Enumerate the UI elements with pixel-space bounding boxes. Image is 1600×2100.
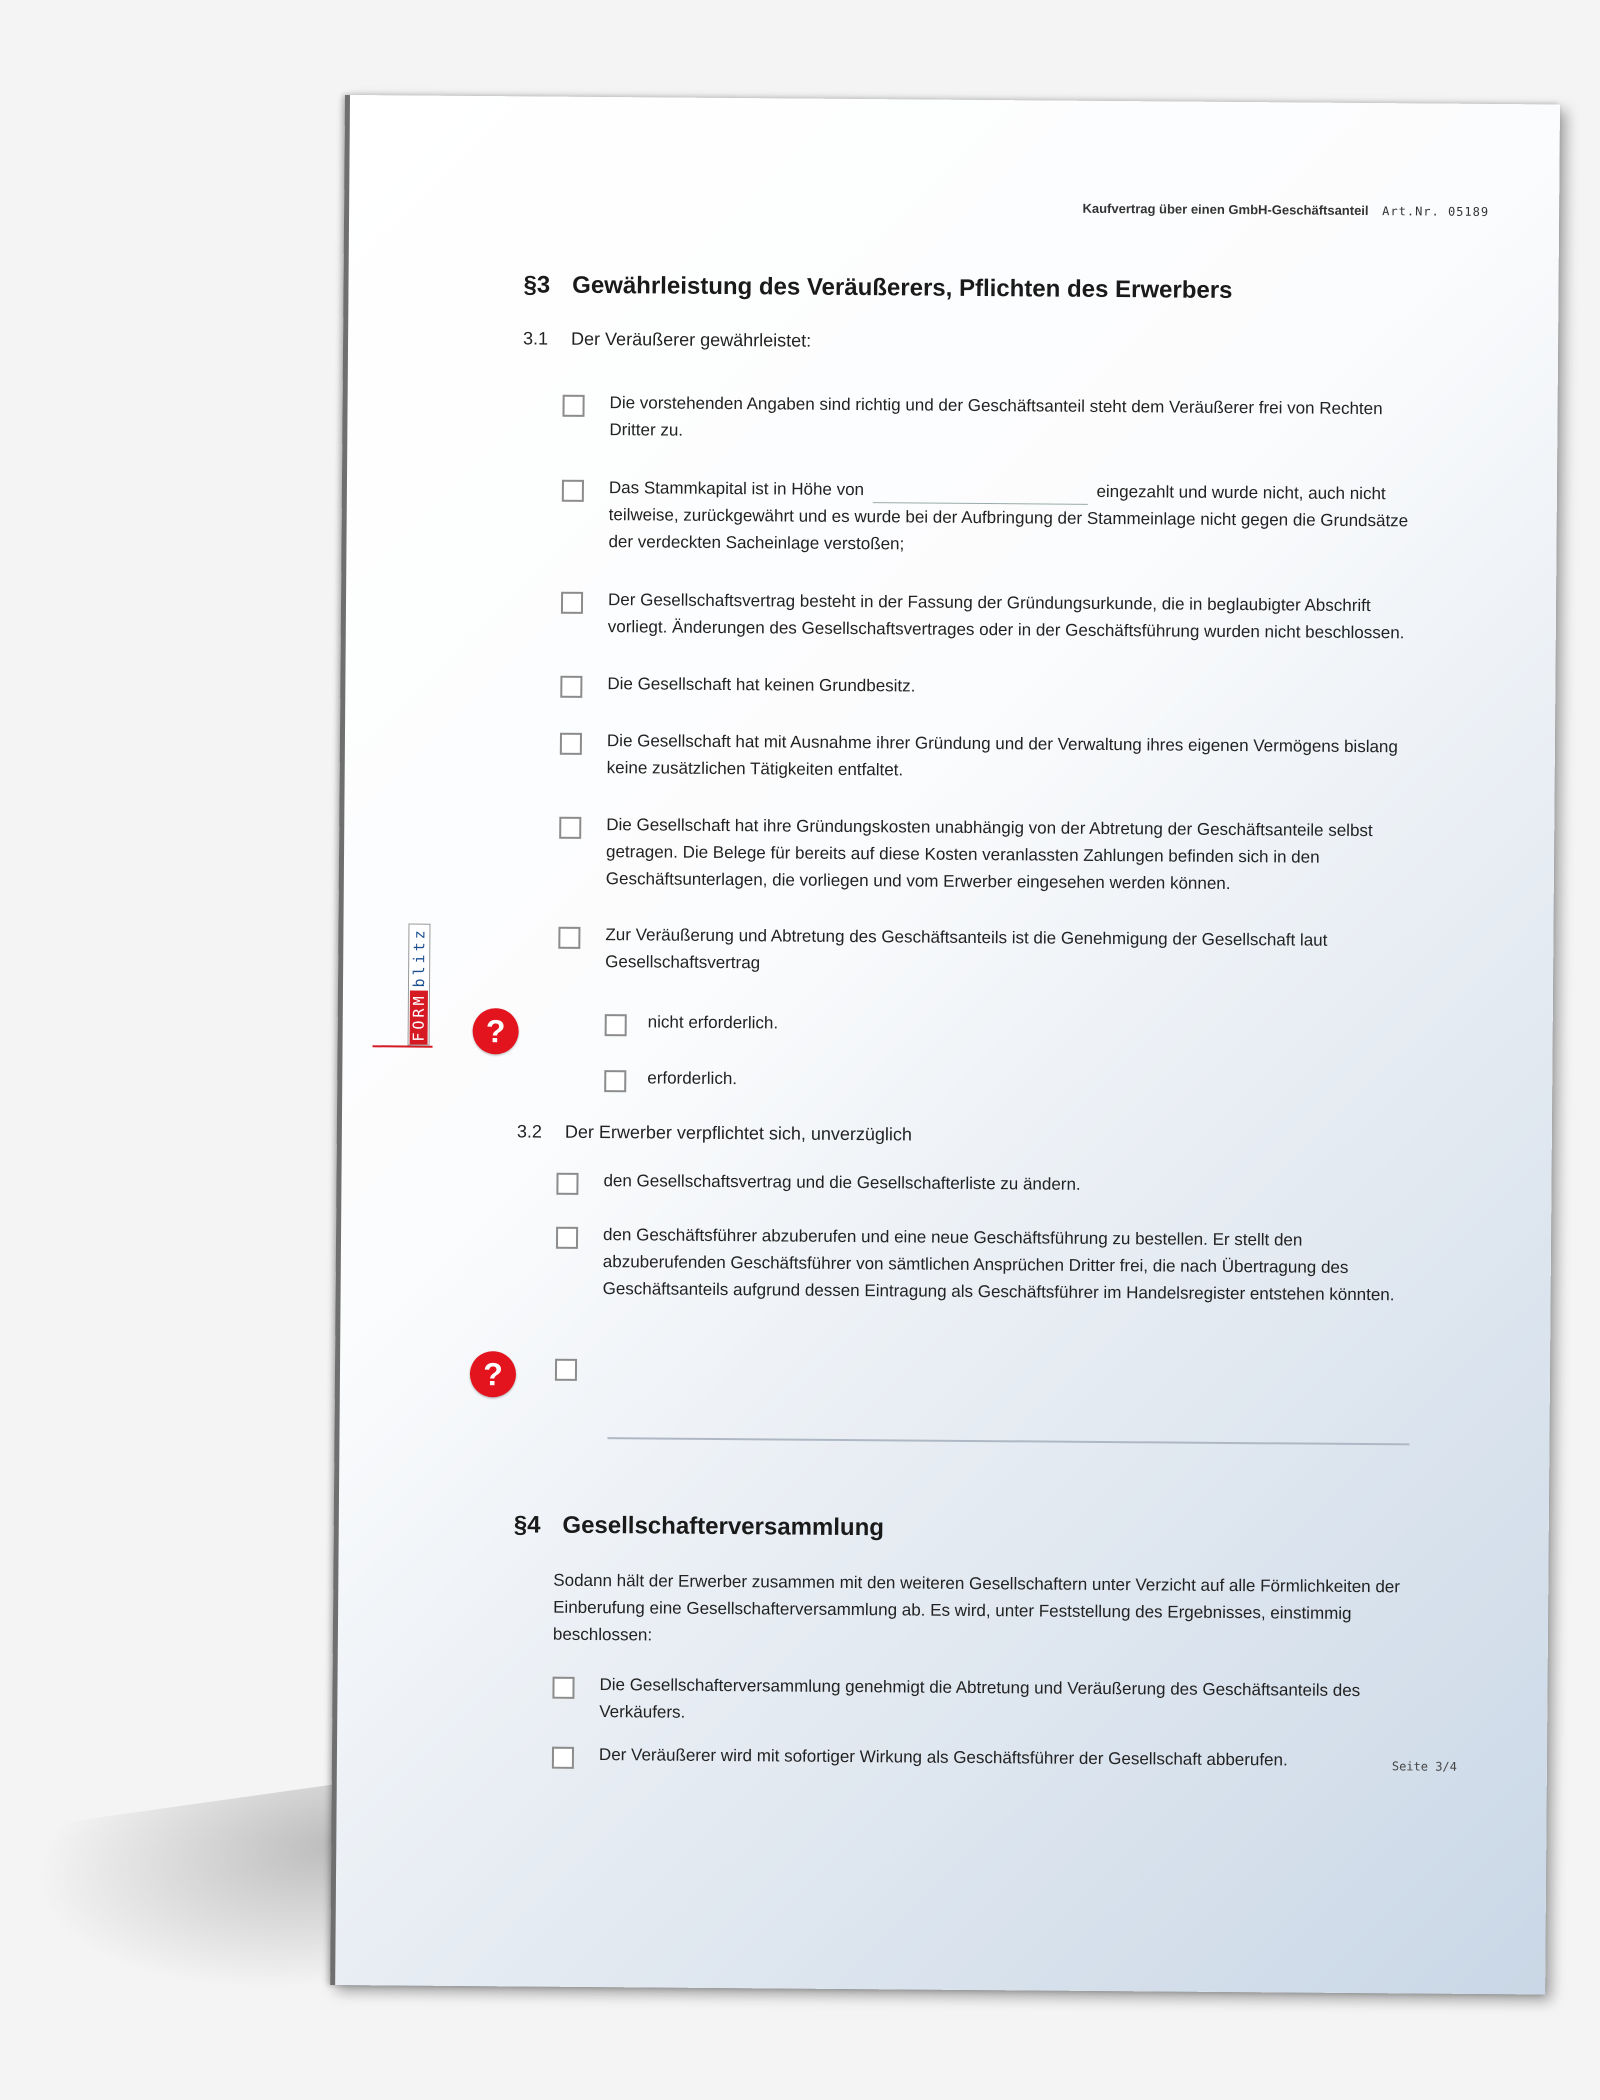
- list-item: Die Gesellschaft hat keinen Grundbesitz.: [607, 674, 916, 696]
- checkbox-item-3[interactable]: [561, 592, 583, 614]
- section4-number: §4: [513, 1511, 541, 1539]
- list-item: Der Gesellschaftsvertrag besteht in der Fassung der Gründungsurkunde, die in beglaubigter Abschrift vorliegt. Änderungen des Gesellschaftsvertrages oder in der Geschäftsführung wurden nicht beschlossen.: [607, 590, 1405, 643]
- brand-part1: FORM: [410, 990, 428, 1044]
- sub32-heading: [517, 1121, 912, 1145]
- sub31-number: 3.1: [523, 328, 549, 349]
- checkbox-duty-2[interactable]: [556, 1227, 578, 1249]
- formblitz-logo: [408, 923, 431, 1045]
- help-icon[interactable]: ?: [472, 1008, 518, 1054]
- stammkapital-text: eingezahlt und wurde nicht, auch nicht teilweise, zurückgewährt und es wurde bei der Aufbringung der Stammeinlage nicht gegen die Grundsätze der verdeckten Sacheinlage verstoßen;: [608, 481, 1409, 554]
- checkbox-item-6[interactable]: [559, 817, 581, 839]
- section3-title: Gewährleistung des Veräußerers, Pflichten des Erwerbers: [572, 271, 1233, 304]
- section4-heading: [514, 1511, 884, 1542]
- checkbox-item-1[interactable]: [562, 395, 584, 417]
- stammkapital-label: Das Stammkapital ist in Höhe von: [608, 478, 865, 500]
- checkbox-option-erforderlich[interactable]: [604, 1070, 626, 1092]
- list-item: den Gesellschaftsvertrag und die Gesellschafterliste zu ändern.: [603, 1171, 1081, 1194]
- checkbox-duty-1[interactable]: [556, 1173, 578, 1195]
- section3-number: §3: [523, 271, 551, 299]
- help-icon[interactable]: ?: [470, 1351, 516, 1397]
- list-item: Die Gesellschafterversammlung genehmigt die Abtretung und Veräußerung des Geschäftsanteils des Verkäufers.: [599, 1675, 1361, 1722]
- checkbox-resolution-2[interactable]: [552, 1747, 574, 1769]
- list-item: [608, 474, 1419, 561]
- sub31-heading: [523, 328, 811, 351]
- section4-intro: Sodann hält der Erwerber zusammen mit den weiteren Gesellschaftern unter Verzicht auf alle Förmlichkeiten der Einberufung eine Gesellschafterversammlung ab. Es wird, unter Feststellung des Ergebnisses, einstimmig beschlossen:: [552, 1570, 1401, 1645]
- sub32-label: Der Erwerber verpflichtet sich, unverzüglich: [564, 1121, 913, 1145]
- checkbox-item-5[interactable]: [560, 733, 582, 755]
- stammkapital-amount-field[interactable]: [873, 484, 1088, 505]
- sub31-label: Der Veräußerer gewährleistet:: [571, 328, 812, 351]
- section4-title: Gesellschafterversammlung: [562, 1511, 885, 1542]
- option-label: erforderlich.: [647, 1068, 738, 1089]
- checkbox-item-4[interactable]: [560, 676, 582, 698]
- list-item: Die vorstehenden Angaben sind richtig und der Geschäftsanteil steht dem Veräußerer frei von Rechten Dritter zu.: [609, 393, 1383, 440]
- checkbox-item-7[interactable]: [558, 927, 580, 949]
- document-header: [1082, 201, 1489, 219]
- option-label: nicht erforderlich.: [647, 1012, 779, 1033]
- list-item: Der Veräußerer wird mit sofortiger Wirkung als Geschäftsführer der Gesellschaft abberufen.: [598, 1745, 1288, 1770]
- list-item: Zur Veräußerung und Abtretung des Geschäftsanteils ist die Genehmigung der Gesellschaft laut Gesellschaftsvertrag: [605, 925, 1328, 973]
- checkbox-option-nicht-erforderlich[interactable]: [605, 1014, 627, 1036]
- document-title: Kaufvertrag über einen GmbH-Geschäftsanteil: [1082, 200, 1369, 219]
- blank-entry-line[interactable]: [607, 1437, 1409, 1445]
- article-number: Art.Nr. 05189: [1382, 204, 1490, 219]
- checkbox-item-2[interactable]: [562, 480, 584, 502]
- section3-heading: [523, 271, 1232, 305]
- brand-part2: blitz: [409, 927, 429, 988]
- list-item: Die Gesellschaft hat mit Ausnahme ihrer Gründung und der Verwaltung ihres eigenen Vermögens bislang keine zusätzlichen Tätigkeiten entfaltet.: [606, 731, 1398, 780]
- list-item: Die Gesellschaft hat ihre Gründungskosten unabhängig von der Abtretung der Geschäftsanteile selbst getragen. Die Belege für bereits auf diese Kosten veranlassten Zahlungen befinden sich in den Geschäftsunterlagen, die vorliegen und vom Erwerber eingesehen werden können.: [605, 815, 1373, 893]
- document-page: [330, 95, 1560, 1994]
- list-item: den Geschäftsführer abzuberufen und eine neue Geschäftsführung zu bestellen. Er stellt den abzuberufenden Geschäftsführer von sämtlichen Ansprüchen Dritter frei, die nach Übertragung des Geschäftsanteils aufgrund dessen Eintragung als Geschäftsführer im Handelsregister entstehen könnten.: [602, 1225, 1395, 1305]
- sub32-number: 3.2: [516, 1121, 542, 1142]
- page-number: Seite 3/4: [1391, 1759, 1457, 1774]
- checkbox-duty-3[interactable]: [555, 1359, 577, 1381]
- checkbox-resolution-1[interactable]: [552, 1677, 574, 1699]
